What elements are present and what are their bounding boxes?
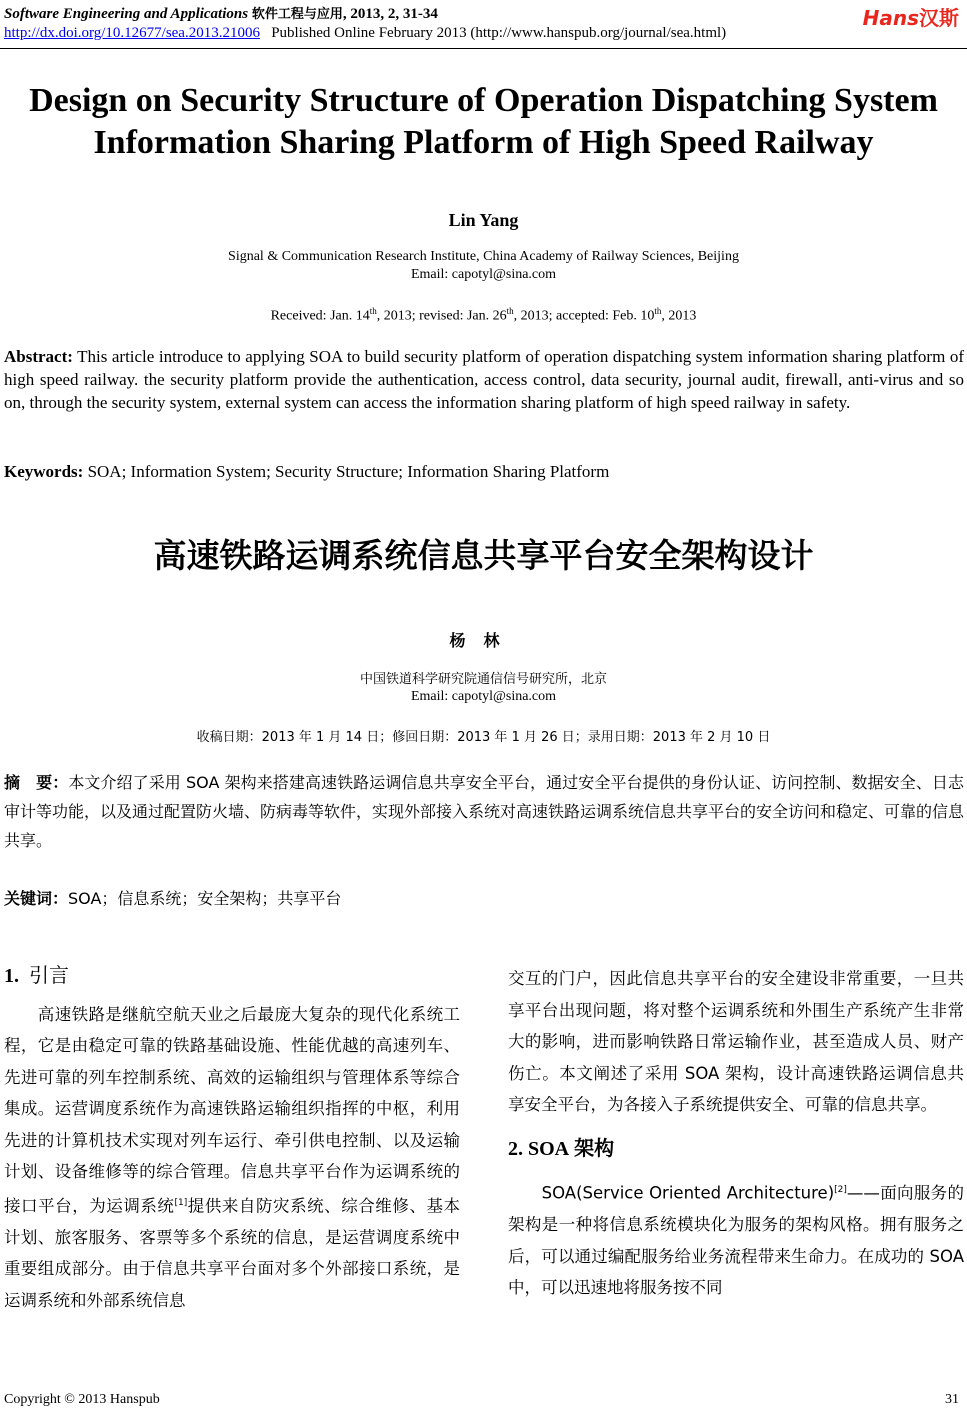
- section-1-text-b: 提供来自防灾系统、综合维修、基本计划、旅客服务、客票等多个系统的信息，是运营调度系统中重要组成部分。由于信息共享平台面对多个外部接口系统，是运调系统和外部系统信息: [4, 1196, 461, 1310]
- section-2-text-b: ——面向服务的架构是一种将信息系统模块化为服务的架构风格。拥有服务之后，可以通过编配服务给业务流程带来生命力。在成功的 SOA 中，可以迅速地将服务按不同: [508, 1183, 964, 1297]
- keywords-cn: [4, 884, 964, 913]
- journal-header: [4, 3, 438, 23]
- author-cn: 杨林: [449, 631, 518, 650]
- title-line-2: Information Sharing Platform of High Speed Railway: [93, 124, 874, 161]
- email-cn: Email: capotyl@sina.com: [410, 689, 557, 704]
- publication-info: [4, 25, 726, 42]
- right-column: [508, 963, 964, 1304]
- paper-title-cn: 高速铁路运调系统信息共享平台安全架构设计: [153, 536, 814, 575]
- footer-copyright: Copyright © 2013 Hanspub: [4, 1392, 160, 1407]
- superscript-th: th: [369, 306, 377, 316]
- logo-latin: Hans: [862, 6, 919, 30]
- abstract-label: Abstract:: [4, 347, 73, 366]
- author-en: Lin Yang: [448, 210, 519, 230]
- section-1-heading: [4, 960, 460, 993]
- affiliation-en: Signal & Communication Research Institute, China Academy of Railway Sciences, Beijing: [228, 249, 739, 264]
- journal-name: Software Engineering and Applications: [4, 6, 249, 22]
- dates-cn: 收稿日期：2013 年 1 月 14 日；修回日期：2013 年 1 月 26 日；录用日期：2013 年 2 月 10 日: [196, 730, 771, 745]
- keywords-cn-label: 关键词：: [4, 889, 69, 908]
- section-2-paragraph: [508, 1175, 964, 1304]
- keywords-label: Keywords:: [4, 462, 84, 481]
- abstract-cn-label: 摘 要：: [4, 773, 69, 792]
- page-number: 31: [945, 1392, 959, 1407]
- accepted-part: , 2013; accepted: Feb. 10: [513, 308, 655, 324]
- year-part: , 2013: [661, 308, 697, 324]
- paper-title-en: [0, 80, 967, 164]
- citation-1: [1]: [174, 1197, 188, 1208]
- section-1-number: 1.: [4, 965, 19, 987]
- citation-2: [2]: [834, 1185, 847, 1195]
- section-2-text-a: SOA(Service Oriented Architecture): [508, 1183, 835, 1203]
- abstract-cn: [4, 768, 964, 855]
- journal-volume: , 2013, 2, 31-34: [342, 6, 438, 22]
- email-en: Email: capotyl@sina.com: [410, 267, 557, 282]
- keywords-en: [4, 460, 964, 483]
- logo-cn: 汉斯: [919, 6, 959, 30]
- abstract-en: [4, 345, 964, 414]
- left-column: [4, 960, 460, 1316]
- title-line-1: Design on Security Structure of Operation Dispatching System: [29, 82, 938, 119]
- doi-link[interactable]: http://dx.doi.org/10.12677/sea.2013.21006: [4, 25, 260, 41]
- header-rule: [0, 48, 967, 49]
- superscript-th: th: [506, 306, 514, 316]
- section-2-heading: [508, 1133, 964, 1166]
- section-1-paragraph: [4, 999, 460, 1317]
- superscript-th: th: [654, 306, 662, 316]
- section-1-title: 引言: [29, 963, 69, 987]
- abstract-cn-text: 本文介绍了采用 SOA 架构来搭建高速铁路运调信息共享安全平台，通过安全平台提供的身份认证、访问控制、数据安全、日志审计等功能，以及通过配置防火墙、防病毒等软件，实现外部接入系统对高速铁路运调系统信息共享平台的安全访问和稳定、可靠的信息共享。: [4, 773, 965, 850]
- section-2-title: 架构: [574, 1135, 615, 1160]
- published-online: Published Online February 2013 (http://www.hanspub.org/journal/sea.html): [271, 25, 727, 41]
- abstract-text: This article introduce to applying SOA to build security platform of operation dispatching system information sharing platform of high speed railway. the security platform provide the authentication, access control, data security, journal audit, firewall, anti-virus and so on, through the security system, external system can access the information sharing platform of high speed railway in safety.: [4, 347, 964, 412]
- section-1-text-a: 高速铁路是继航空航天业之后最庞大复杂的现代化系统工程，它是由稳定可靠的铁路基础设施、性能优越的高速列车、先进可靠的列车控制系统、高效的运输组织与管理体系等综合集成。运营调度系统作为高速铁路运输组织指挥的中枢，利用先进的计算机技术实现对列车运行、牵引供电控制、以及运输计划、设备维修等的综合管理。信息共享平台作为运调系统的接口平台，为运调系统: [4, 1004, 460, 1215]
- keywords-cn-text: SOA；信息系统；安全架构；共享平台: [68, 889, 342, 908]
- affiliation-cn: 中国铁道科学研究院通信信号研究所，北京: [359, 672, 607, 687]
- keywords-text: SOA; Information System; Security Structure; Information Sharing Platform: [83, 462, 610, 481]
- journal-name-cn: 软件工程与应用: [251, 7, 343, 22]
- section-2-number: 2. SOA: [508, 1137, 570, 1160]
- revised-part: , 2013; revised: Jan. 26: [376, 308, 507, 324]
- received-dates: [0, 302, 967, 326]
- hans-logo: [863, 2, 959, 31]
- received-part: Received: Jan. 14: [270, 308, 370, 324]
- section-1-continuation: 交互的门户，因此信息共享平台的安全建设非常重要，一旦共享平台出现问题，将对整个运调系统和外围生产系统产生非常大的影响，进而影响铁路日常运输作业，甚至造成人员、财产伤亡。本文阐述了采用 SOA 架构，设计高速铁路运调信息共享安全平台，为各接入子系统提供安全、可靠的信息共享。: [508, 969, 964, 1114]
